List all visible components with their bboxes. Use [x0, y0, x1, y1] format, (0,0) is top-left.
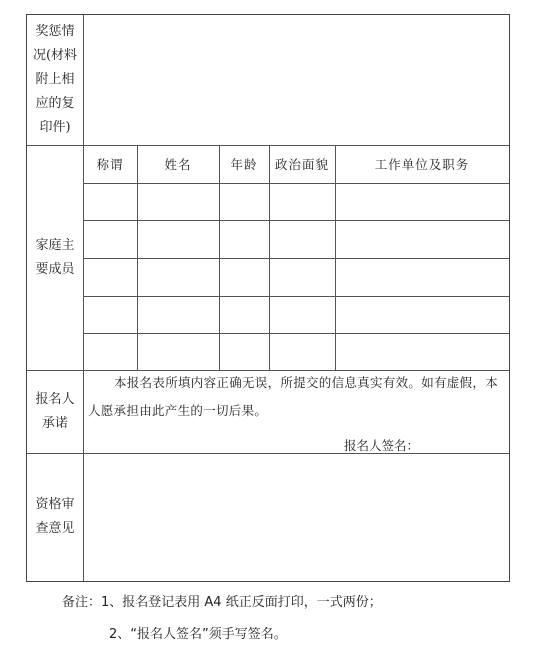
- family-row-line: [83, 258, 509, 259]
- family-header-relation: 称谓: [96, 157, 124, 172]
- family-row-line: [83, 296, 509, 297]
- note-line-2: 2、“报名人签名”须手写签名。: [109, 627, 287, 642]
- family-header-workplace-position: 工作单位及职务: [374, 157, 470, 172]
- family-header-political-status: 政治面貌: [274, 157, 329, 172]
- label-column-separator: [83, 15, 84, 581]
- family-label: 家庭主 要成员: [35, 237, 75, 277]
- review-label: 资格审 查意见: [35, 497, 75, 536]
- awards-label: 奖惩情 况(材料 附上相 应的复 印件): [32, 24, 78, 135]
- registration-form-table: [26, 14, 510, 582]
- family-row-line: [83, 220, 509, 221]
- note-line-1: 备注：1、报名登记表用 A4 纸正反面打印，一式两份；: [62, 595, 382, 610]
- family-header-age: 年龄: [230, 157, 258, 172]
- family-row-line: [83, 183, 509, 184]
- family-row-line: [83, 333, 509, 334]
- divider-pledge-review: [27, 453, 509, 454]
- family-header-name: 姓名: [164, 157, 192, 172]
- pledge-statement: 本报名表所填内容正确无误，所提交的信息真实有效。如有虚假，本人愿承担由此产生的一切后果。: [88, 375, 499, 418]
- signature-label: 报名人签名：: [344, 438, 420, 453]
- pledge-label: 报名人 承诺: [35, 391, 75, 431]
